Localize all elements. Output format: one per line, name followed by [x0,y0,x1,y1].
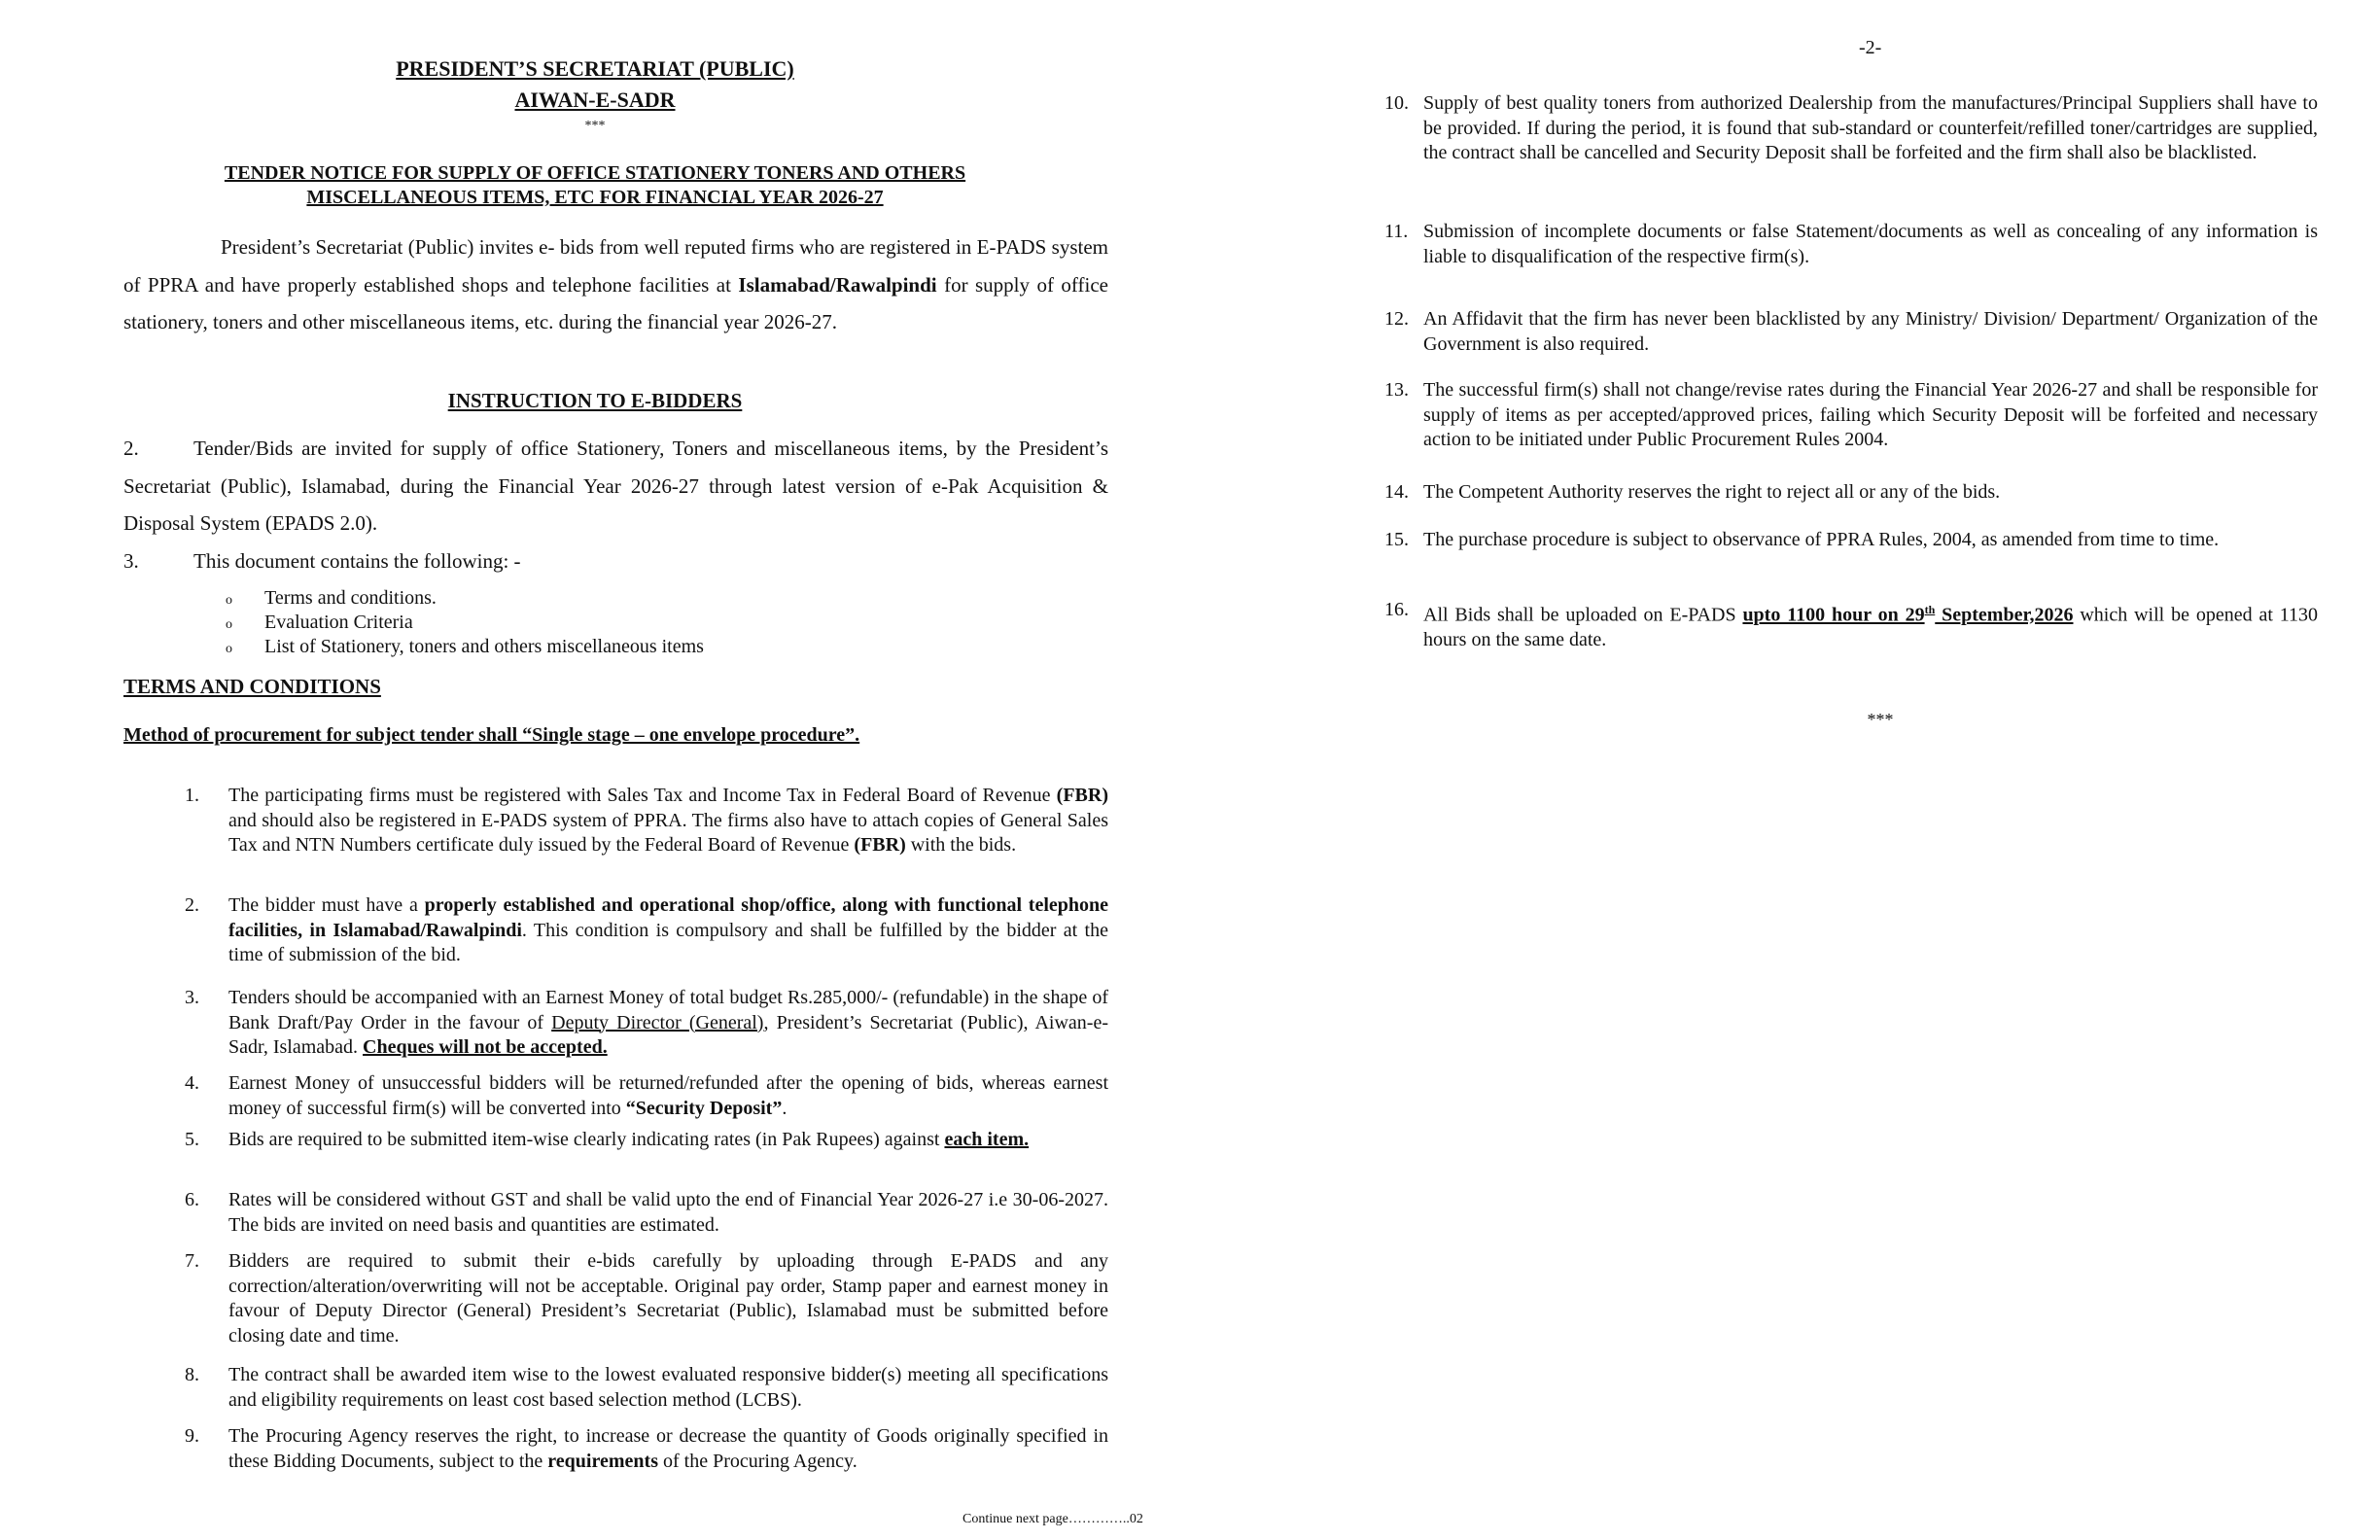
paragraph-number: 3. [123,549,139,573]
paragraph-text: Tender/Bids are invited for supply of office Stationery, Toners and miscellaneous items, by the President’s Secretariat (Public), Islamabad, during the Financial Year 2026-27 through latest version of e-Pak Acquisition & Disposal System (EPADS 2.0). [123,437,1108,535]
term-item-6: 6. Rates will be considered without GST and shall be valid upto the end of Financial Year 2026-27 i.e 30-06-2027. The bids are invited on need basis and quantities are estimated. [185,1189,1108,1236]
tender-notice-line-2: MISCELLANEOUS ITEMS, ETC FOR FINANCIAL YEAR 2026-27 [306,187,884,208]
paragraph-3 [123,542,1108,580]
item-number: 15. [1384,529,1409,550]
end-stars: *** [1867,710,1894,729]
paragraph-text: This document contains the following: - [193,549,521,573]
term-item-11: 11. Submission of incomplete documents or false Statement/documents as well as concealing of any information is liable to disqualification of the respective firm(s). [1384,221,2318,267]
list-item-label: Terms and conditions. [264,587,437,609]
term-item-1: 1. The participating firms must be registered with Sales Tax and Income Tax in Federal Board of Revenue (FBR) and should also be registered in E-PADS system of PPRA. The firms also have to attach copies of General Sales Tax and NTN Numbers certificate duly issued by the Federal Board of Revenue (FBR) with the bids. [185,785,1108,856]
header-subtitle: AIWAN-E-SADR [514,88,676,112]
list-item-label: List of Stationery, toners and others miscellaneous items [264,636,704,657]
list-item [226,635,704,661]
term-item-13: 13. The successful firm(s) shall not change/revise rates during the Financial Year 2026-27 and shall be responsible for supply of items as per accepted/approved prices, failing which Security Deposit will be forfeited and necessary action to be initiated under Public Procurement Rules 2004. [1384,379,2318,450]
term-item-14: 14. The Competent Authority reserves the right to reject all or any of the bids. [1384,480,2318,506]
paragraph-2 [123,430,1108,542]
intro-paragraph [123,228,1108,341]
bullet-marker: o [226,642,232,656]
paragraph-number: 2. [123,437,139,460]
list-item [226,611,413,637]
item-number: 11. [1384,221,1409,242]
term-item-16: 16. All Bids shall be uploaded on E-PADS upto 1100 hour on 29th September,2026 which will be opened at 1130 hours on the same date. [1384,599,2319,651]
header-stars: *** [584,119,606,133]
term-item-10: 10. Supply of best quality toners from authorized Dealership from the manufactures/Principal Suppliers shall have to be provided. If during the period, it is found that sub-standard or counterfeit/refilled toner/cartridges are supplied, the contract shall be cancelled and Security Deposit shall be forfeited and the firm shall also be blacklisted. [1384,92,2318,163]
item-number: 16. [1384,599,1409,620]
term-item-9: 9. The Procuring Agency reserves the right, to increase or decrease the quantity of Goods originally specified in these Bidding Documents, subject to the requirements of the Procuring Agency. [185,1425,1108,1472]
term-item-2: 2. The bidder must have a properly established and operational shop/office, along with functional telephone facilities, in Islamabad/Rawalpindi. This condition is compulsory and shall be fulfilled by the bidder at the time of submission of the bid. [185,894,1108,965]
instruction-heading: INSTRUCTION TO E-BIDDERS [447,389,743,412]
item-number: 8. [185,1364,199,1385]
item-number: 10. [1384,92,1409,114]
page-number: -2- [1859,37,1882,58]
item-number: 1. [185,785,199,806]
item-number: 5. [185,1129,199,1150]
item-number: 13. [1384,379,1409,401]
terms-heading: TERMS AND CONDITIONS [123,675,381,698]
term-item-4: 4. Earnest Money of unsuccessful bidders will be returned/refunded after the opening of bids, whereas earnest money of successful firm(s) will be converted into “Security Deposit”. [185,1072,1108,1119]
tender-notice-line-1: TENDER NOTICE FOR SUPPLY OF OFFICE STATIONERY TONERS AND OTHERS [224,162,966,184]
term-item-7: 7. Bidders are required to submit their e-bids carefully by uploading through E-PADS and any correction/alteration/overwriting will not be acceptable. Original pay order, Stamp paper and earnest money in favour of Deputy Director (General) President’s Secretariat (Public), Islamabad must be submitted before closing date and time. [185,1250,1108,1347]
intro-text: President’s Secretariat (Public) invites e- bids from well reputed firms who are registered in E-PADS system of PPRA and have properly established shops and telephone facilities at [123,235,1108,297]
item-number: 12. [1384,308,1409,330]
procurement-method: Method of procurement for subject tender shall “Single stage – one envelope procedure”. [123,724,860,746]
item-number: 4. [185,1072,199,1094]
item-number: 2. [185,894,199,916]
intro-text-end: for supply of office stationery, toners and other miscellaneous items, etc. during the financial year 2026-27. [123,272,1108,333]
continue-footer: Continue next page…………..02 [962,1512,1143,1526]
item-number: 14. [1384,481,1409,503]
term-item-3: 3. Tenders should be accompanied with an Earnest Money of total budget Rs.285,000/- (refundable) in the shape of Bank Draft/Pay Order in the favour of Deputy Director (General), President’s Secretariat (Public), Aiwan-e-Sadr, Islamabad. Cheques will not be accepted. [185,987,1108,1058]
list-item [226,586,437,612]
item-number: 6. [185,1189,199,1210]
item-number: 9. [185,1425,199,1447]
item-number: 7. [185,1250,199,1272]
term-item-15: 15. The purchase procedure is subject to observance of PPRA Rules, 2004, as amended from time to time. [1384,528,2318,553]
bullet-marker: o [226,593,232,608]
list-item-label: Evaluation Criteria [264,612,413,633]
term-item-12: 12. An Affidavit that the firm has never been blacklisted by any Ministry/ Division/ Department/ Organization of the Government is also required. [1384,308,2318,355]
intro-location: Islamabad/Rawalpindi [738,272,937,297]
term-item-8: 8. The contract shall be awarded item wise to the lowest evaluated responsive bidder(s) meeting all specifications and eligibility requirements on least cost based selection method (LCBS). [185,1364,1108,1411]
item-number: 3. [185,987,199,1008]
header-title: PRESIDENT’S SECRETARIAT (PUBLIC) [396,56,794,81]
bullet-marker: o [226,617,232,632]
term-item-5: 5. Bids are required to be submitted item-wise clearly indicating rates (in Pak Rupees) against each item. [185,1128,1108,1153]
page-2 [1190,0,2380,1540]
